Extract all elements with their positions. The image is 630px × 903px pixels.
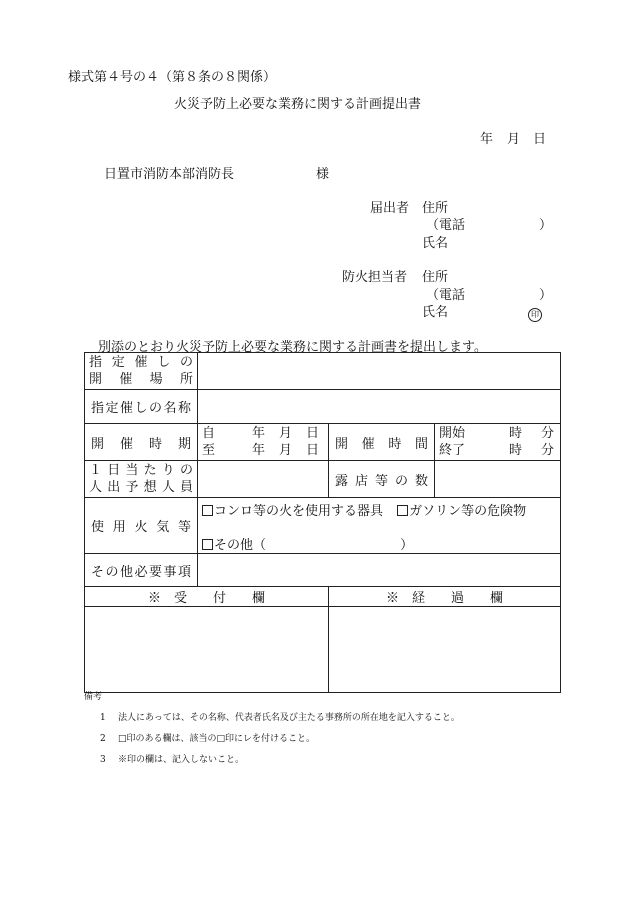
hours-end-row <box>439 442 556 459</box>
visitors-field[interactable] <box>198 461 329 498</box>
period-to-day: 日 <box>306 443 320 458</box>
submitter-phone-close: ） <box>539 218 553 233</box>
addressee: 日置市消防本部消防長 <box>104 167 235 182</box>
other-matters-field[interactable] <box>198 554 561 587</box>
period-from-day: 日 <box>306 426 320 441</box>
period-from-month: 月 <box>279 426 293 441</box>
period-from-row <box>202 425 324 442</box>
date-day: 日 <box>533 132 547 147</box>
seal-mark <box>528 302 542 322</box>
page-title: 火災予防上必要な業務に関する計画提出書 <box>174 97 422 112</box>
notes <box>84 687 460 771</box>
date-year: 年 <box>480 132 494 147</box>
row-event-name <box>85 390 561 424</box>
row-fire-use <box>85 498 561 554</box>
note-text: 法人にあっては、その名称、代表者氏名及び主たる事務所の所在地を記入すること。 <box>118 713 460 723</box>
visitors-label <box>85 461 198 498</box>
checkbox-icon[interactable] <box>397 505 408 516</box>
note-item <box>84 729 460 750</box>
note-number: 1 <box>100 713 106 723</box>
stalls-label: 露店等の数 <box>329 461 435 498</box>
hours-start-row <box>439 425 556 442</box>
visitors-label-line1: １日当たりの <box>89 463 193 478</box>
period-to-row <box>202 442 324 459</box>
fire-use-field <box>198 498 561 554</box>
row-office-headers <box>85 587 561 607</box>
note-text: □印のある欄は、該当の□印にレを付けること。 <box>118 734 316 744</box>
form-number: 様式第４号の４（第８条の８関係） <box>68 70 277 85</box>
option-other[interactable] <box>202 538 266 553</box>
row-period <box>85 424 561 461</box>
period-to-month: 月 <box>279 443 293 458</box>
hours-start-hour: 時 <box>509 426 523 441</box>
fire-use-options-line2 <box>202 534 556 553</box>
option-other-label: その他（ <box>214 538 267 553</box>
progress-field <box>329 607 561 693</box>
statement: 別添のとおり火災予防上必要な業務に関する計画書を提出します。 <box>98 340 487 355</box>
visitors-label-line2: 人出予想人員 <box>89 480 193 495</box>
option-stove-label: コンロ等の火を使用する器具 <box>214 504 384 519</box>
checkbox-icon[interactable] <box>202 505 213 516</box>
addressee-honorific: 様 <box>316 167 330 182</box>
note-number: 2 <box>100 734 106 744</box>
row-other-matters <box>85 554 561 587</box>
fire-use-label: 使用火気等 <box>85 498 198 554</box>
option-stove[interactable] <box>202 504 383 519</box>
hours-end-label: 終了 <box>439 443 466 458</box>
date-month: 月 <box>507 132 521 147</box>
hours-end-hour: 時 <box>509 443 523 458</box>
submitter-address-label: 住所 <box>422 201 449 216</box>
event-name-label: 指定催しの名称 <box>85 390 198 424</box>
fire-officer-role: 防火担当者 <box>342 270 408 285</box>
row-visitors <box>85 461 561 498</box>
row-venue <box>85 353 561 390</box>
hours-start-minute: 分 <box>541 426 555 441</box>
period-to-year: 年 <box>252 443 266 458</box>
period-field[interactable] <box>198 424 329 461</box>
progress-header: ※ 経 過 欄 <box>329 587 561 607</box>
option-gasoline[interactable] <box>397 504 526 519</box>
venue-label <box>85 353 198 390</box>
submitter-name-label: 氏名 <box>422 236 449 251</box>
option-other-close: ） <box>400 538 414 553</box>
reception-field <box>85 607 329 693</box>
note-number: 3 <box>100 755 106 765</box>
fire-officer-name-label: 氏名 <box>422 305 449 320</box>
seal-icon: 印 <box>528 308 542 322</box>
fire-officer-phone-open: （電話 <box>426 288 466 303</box>
hours-end-minute: 分 <box>541 443 555 458</box>
venue-label-line2: 開催場所 <box>89 372 193 387</box>
plan-table <box>84 352 561 693</box>
hours-field[interactable] <box>435 424 561 461</box>
reception-header: ※ 受 付 欄 <box>85 587 329 607</box>
period-from-label: 自 <box>202 426 216 441</box>
period-to-label: 至 <box>202 443 216 458</box>
venue-field[interactable] <box>198 353 561 390</box>
fire-officer-address-label: 住所 <box>422 270 449 285</box>
fire-use-options-line1 <box>202 500 556 534</box>
submitter-phone-open: （電話 <box>426 218 466 233</box>
note-text: ※印の欄は、記入しないこと。 <box>118 755 245 765</box>
note-item <box>84 708 460 729</box>
notes-heading: 備考 <box>84 692 103 702</box>
checkbox-icon[interactable] <box>202 539 213 550</box>
row-office-fields <box>85 607 561 693</box>
hours-label: 開催時間 <box>329 424 435 461</box>
event-name-field[interactable] <box>198 390 561 424</box>
period-from-year: 年 <box>252 426 266 441</box>
option-gasoline-label: ガソリン等の危険物 <box>409 504 527 519</box>
other-matters-label: その他必要事項 <box>85 554 198 587</box>
period-label: 開催時期 <box>85 424 198 461</box>
stalls-field[interactable] <box>435 461 561 498</box>
note-item <box>84 750 460 771</box>
hours-start-label: 開始 <box>439 426 466 441</box>
submitter-role: 届出者 <box>370 201 410 216</box>
venue-label-line1: 指定催しの <box>89 355 193 370</box>
fire-officer-phone-close: ） <box>539 288 553 303</box>
